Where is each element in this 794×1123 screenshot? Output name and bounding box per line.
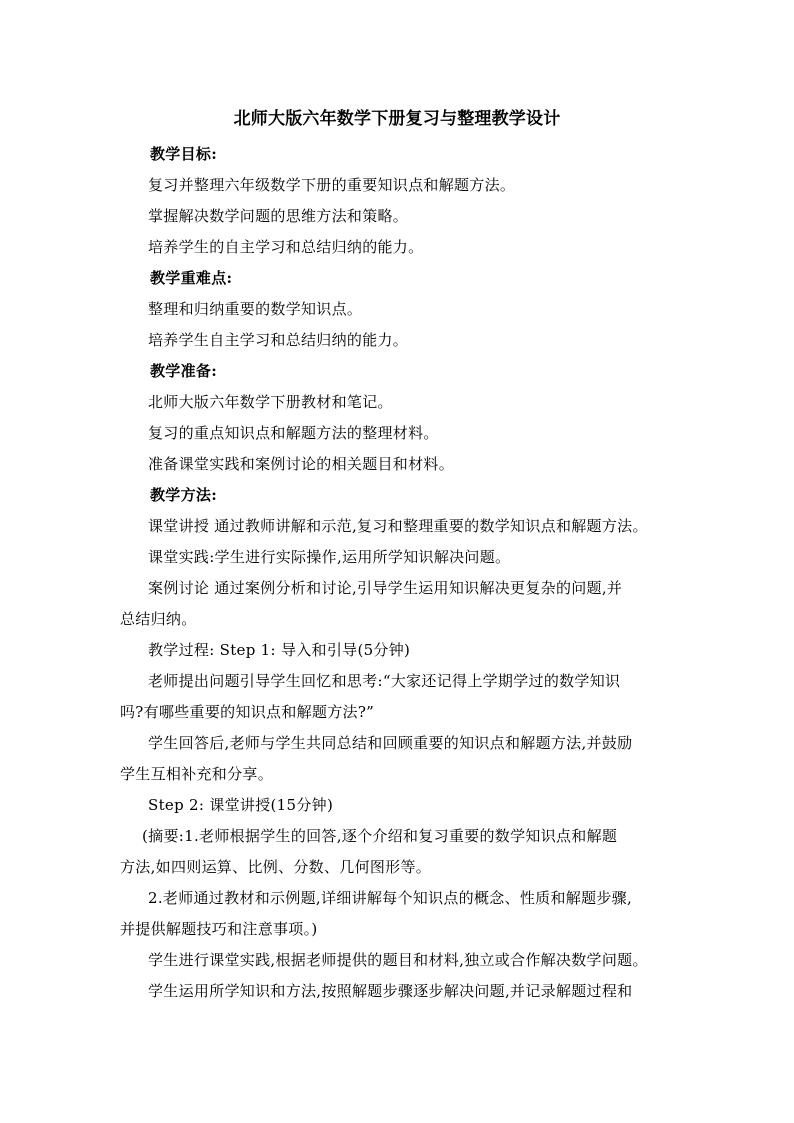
paragraph-line: 老师提出问题引导学生回忆和思考:“大家还记得上学期学过的数学知识 bbox=[148, 672, 621, 690]
paragraph-line: 吗?有哪些重要的知识点和解题方法?” bbox=[120, 703, 375, 721]
heading-methods: 教学方法: bbox=[150, 486, 218, 504]
paragraph-line: (摘要:1.老师根据学生的回答,逐个介绍和复习重要的数学知识点和解题 bbox=[142, 827, 618, 845]
paragraph-line: 课堂讲授 通过教师讲解和示范,复习和整理重要的数学知识点和解题方法。 bbox=[148, 517, 648, 535]
paragraph-line: 复习并整理六年级数学下册的重要知识点和解题方法。 bbox=[148, 176, 516, 194]
step-2-heading: Step 2: 课堂讲授(15分钟) bbox=[148, 796, 334, 814]
paragraph-line: 2.老师通过教材和示例题,详细讲解每个知识点的概念、性质和解题步骤, bbox=[148, 889, 633, 907]
heading-preparation: 教学准备: bbox=[150, 362, 218, 380]
paragraph-line: 复习的重点知识点和解题方法的整理材料。 bbox=[148, 424, 439, 442]
paragraph-line: 培养学生的自主学习和总结归纳的能力。 bbox=[148, 238, 424, 256]
document-title: 北师大版六年数学下册复习与整理教学设计 bbox=[233, 109, 561, 129]
paragraph-line: 并提供解题技巧和注意事项。) bbox=[120, 920, 318, 938]
paragraph-line: 整理和归纳重要的数学知识点。 bbox=[148, 300, 363, 318]
paragraph-line: 课堂实践:学生进行实际操作,运用所学知识解决问题。 bbox=[148, 548, 511, 566]
paragraph-line: 案例讨论 通过案例分析和讨论,引导学生运用知识解决更复杂的问题,并 bbox=[148, 579, 623, 597]
heading-objectives: 教学目标: bbox=[150, 145, 218, 163]
paragraph-line: 学生互相补充和分享。 bbox=[120, 765, 274, 783]
paragraph-line: 掌握解决数学问题的思维方法和策略。 bbox=[148, 207, 409, 225]
paragraph-line: 准备课堂实践和案例讨论的相关题目和材料。 bbox=[148, 455, 455, 473]
paragraph-line: 学生进行课堂实践,根据老师提供的题目和材料,独立或合作解决数学问题。 bbox=[148, 951, 648, 969]
paragraph-line: 北师大版六年数学下册教材和笔记。 bbox=[148, 393, 393, 411]
paragraph-line: 学生回答后,老师与学生共同总结和回顾重要的知识点和解题方法,并鼓励 bbox=[148, 734, 633, 752]
paragraph-line: 培养学生自主学习和总结归纳的能力。 bbox=[148, 331, 409, 349]
process-heading: 教学过程: Step 1: 导入和引导(5分钟) bbox=[148, 641, 411, 659]
paragraph-line: 学生运用所学知识和方法,按照解题步骤逐步解决问题,并记录解题过程和 bbox=[148, 982, 633, 1000]
paragraph-line: 总结归纳。 bbox=[120, 610, 197, 628]
paragraph-line: 方法,如四则运算、比例、分数、几何图形等。 bbox=[120, 858, 432, 876]
heading-key-points: 教学重难点: bbox=[150, 269, 233, 287]
